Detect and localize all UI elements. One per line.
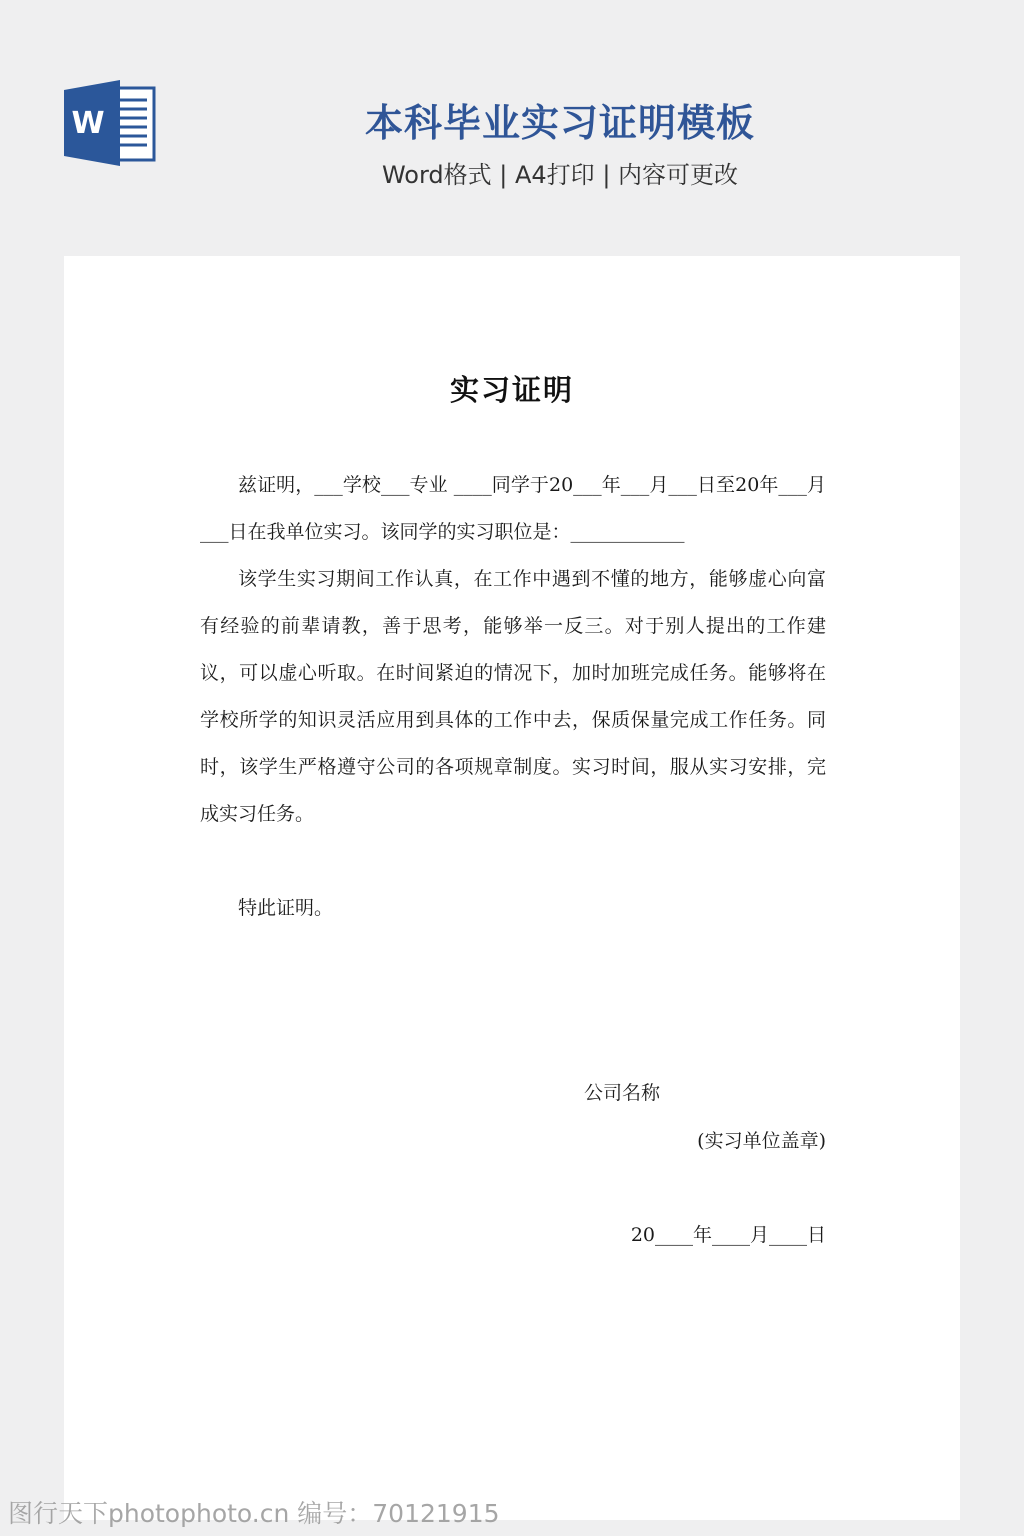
document-title: 实习证明 <box>449 373 574 407</box>
word-document-icon <box>64 80 158 166</box>
paragraph-certify: 兹证明，___学校___专业 ____同学于20___年___月___日至20年___月___日在我单位实习。该同学的实习职位是：____________ <box>200 474 826 543</box>
word-logo-letter: W <box>71 106 105 141</box>
watermark: 图行天下photophoto.cn 编号：70121915 <box>8 1499 500 1528</box>
paragraph-closing: 特此证明。 <box>238 897 334 919</box>
signature-date: 20____年____月____日 <box>630 1224 826 1246</box>
stamp-note: (实习单位盖章) <box>697 1130 826 1152</box>
page-subtitle: Word格式 | A4打印 | 内容可更改 <box>381 161 739 189</box>
document-body <box>200 462 826 932</box>
document-page <box>64 256 960 1520</box>
paragraph-evaluation: 该学生实习期间工作认真，在工作中遇到不懂的地方，能够虚心向富有经验的前辈请教，善于思考，能够举一反三。对于别人提出的工作建议，可以虚心听取。在时间紧迫的情况下，加时加班完成任务。能够将在学校所学的知识灵活应用到具体的工作中去，保质保量完成工作任务。同时，该学生严格遵守公司的各项规章制度。实习时间，服从实习安排，完成实习任务。 <box>200 568 826 825</box>
page-title: 本科毕业实习证明模板 <box>364 101 755 145</box>
company-name: 公司名称 <box>584 1082 661 1104</box>
page-header <box>0 0 1024 256</box>
